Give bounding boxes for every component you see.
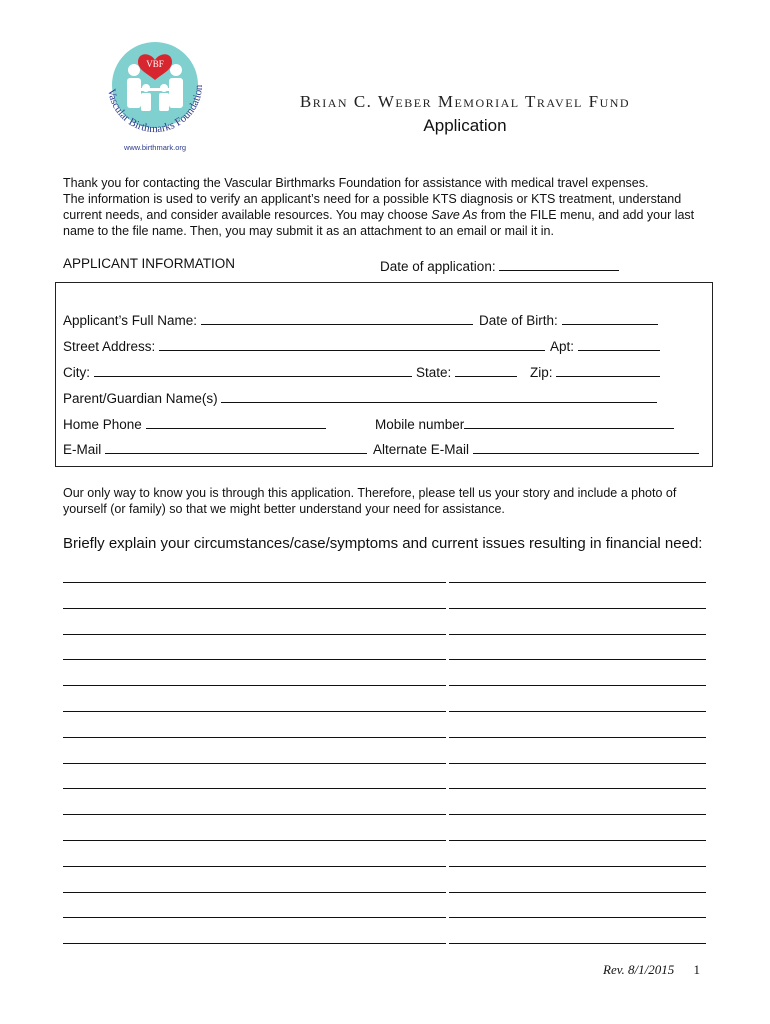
zip-label: Zip:	[530, 365, 553, 380]
alt-email-label: Alternate E-Mail	[373, 442, 470, 457]
alt-email-row	[373, 439, 699, 457]
form-subtitle: Application	[423, 116, 507, 135]
mobile-label: Mobile number	[375, 417, 465, 432]
answer-line[interactable]	[63, 711, 706, 712]
home-phone-row	[63, 414, 326, 432]
answer-line[interactable]	[63, 608, 706, 609]
applicant-information-heading: APPLICANT INFORMATION	[63, 256, 236, 271]
mobile-row	[375, 414, 674, 432]
page-footer	[603, 962, 700, 978]
revision-date: Rev. 8/1/2015	[603, 962, 675, 977]
intro-line: Thank you for contacting the Vascular Birthmarks Foundation for assistance with medical travel expenses.	[63, 176, 649, 190]
guardian-row	[63, 388, 657, 406]
dob-field[interactable]	[562, 310, 658, 325]
apt-field[interactable]	[578, 336, 660, 351]
story-instructions	[63, 485, 713, 517]
answer-line[interactable]	[63, 685, 706, 686]
city-row	[63, 362, 412, 380]
intro-paragraph	[63, 175, 713, 239]
answer-line[interactable]	[63, 582, 706, 583]
full-name-row	[63, 310, 473, 328]
guardian-label: Parent/Guardian Name(s)	[63, 391, 218, 406]
street-row	[63, 336, 545, 354]
answer-line[interactable]	[63, 814, 706, 815]
svg-text:VBF: VBF	[146, 59, 164, 69]
mobile-field[interactable]	[464, 414, 674, 429]
date-of-application-field[interactable]	[499, 256, 619, 271]
dob-row	[479, 310, 658, 328]
street-field[interactable]	[159, 336, 545, 351]
answer-line[interactable]	[63, 917, 706, 918]
email-field[interactable]	[105, 439, 367, 454]
street-label: Street Address:	[63, 339, 156, 354]
intro-line: name to the file name. Then, you may submit it as an attachment to an email or mail it in.	[63, 224, 554, 238]
form-title: Brian C. Weber Memorial Travel Fund	[299, 92, 631, 111]
story-line: yourself (or family) so that we might better understand your need for assistance.	[63, 502, 505, 516]
home-phone-field[interactable]	[146, 414, 326, 429]
full-name-field[interactable]	[201, 310, 473, 325]
dob-label: Date of Birth:	[479, 313, 558, 328]
apt-label: Apt:	[550, 339, 575, 354]
home-phone-label: Home Phone	[63, 417, 142, 432]
svg-text:www.birthmark.org: www.birthmark.org	[123, 143, 187, 152]
svg-text:Vascular Birthmarks Foundation: Vascular Birthmarks Foundation	[105, 84, 206, 136]
zip-row	[530, 362, 660, 380]
answer-line[interactable]	[63, 659, 706, 660]
guardian-field[interactable]	[221, 388, 657, 403]
answer-line[interactable]	[63, 892, 706, 893]
page-number: 1	[693, 962, 700, 977]
intro-line: The information is used to verify an applicant’s need for a possible KTS diagnosis or KTS treatment, understand	[63, 192, 682, 206]
vbf-logo	[80, 30, 230, 155]
state-label: State:	[416, 365, 452, 380]
answer-line[interactable]	[63, 634, 706, 635]
answer-line[interactable]	[63, 866, 706, 867]
explain-prompt: Briefly explain your circumstances/case/symptoms and current issues resulting in financial need:	[63, 535, 703, 552]
zip-field[interactable]	[556, 362, 660, 377]
alt-email-field[interactable]	[473, 439, 699, 454]
email-label: E-Mail	[63, 442, 102, 457]
state-row	[416, 362, 517, 380]
answer-line[interactable]	[63, 737, 706, 738]
answer-line[interactable]	[63, 943, 706, 944]
intro-line: current needs, and consider available resources. You may choose Save As from the FILE menu, and add your last	[63, 208, 695, 222]
city-label: City:	[63, 365, 90, 380]
date-of-application	[380, 256, 619, 274]
state-field[interactable]	[455, 362, 517, 377]
story-line: Our only way to know you is through this application. Therefore, please tell us your story and include a photo of	[63, 486, 677, 500]
date-of-application-label: Date of application:	[380, 259, 496, 274]
email-row	[63, 439, 367, 457]
city-field[interactable]	[94, 362, 412, 377]
answer-line[interactable]	[63, 788, 706, 789]
answer-line[interactable]	[63, 763, 706, 764]
full-name-label: Applicant’s Full Name:	[63, 313, 198, 328]
apt-row	[550, 336, 660, 354]
answer-line[interactable]	[63, 840, 706, 841]
